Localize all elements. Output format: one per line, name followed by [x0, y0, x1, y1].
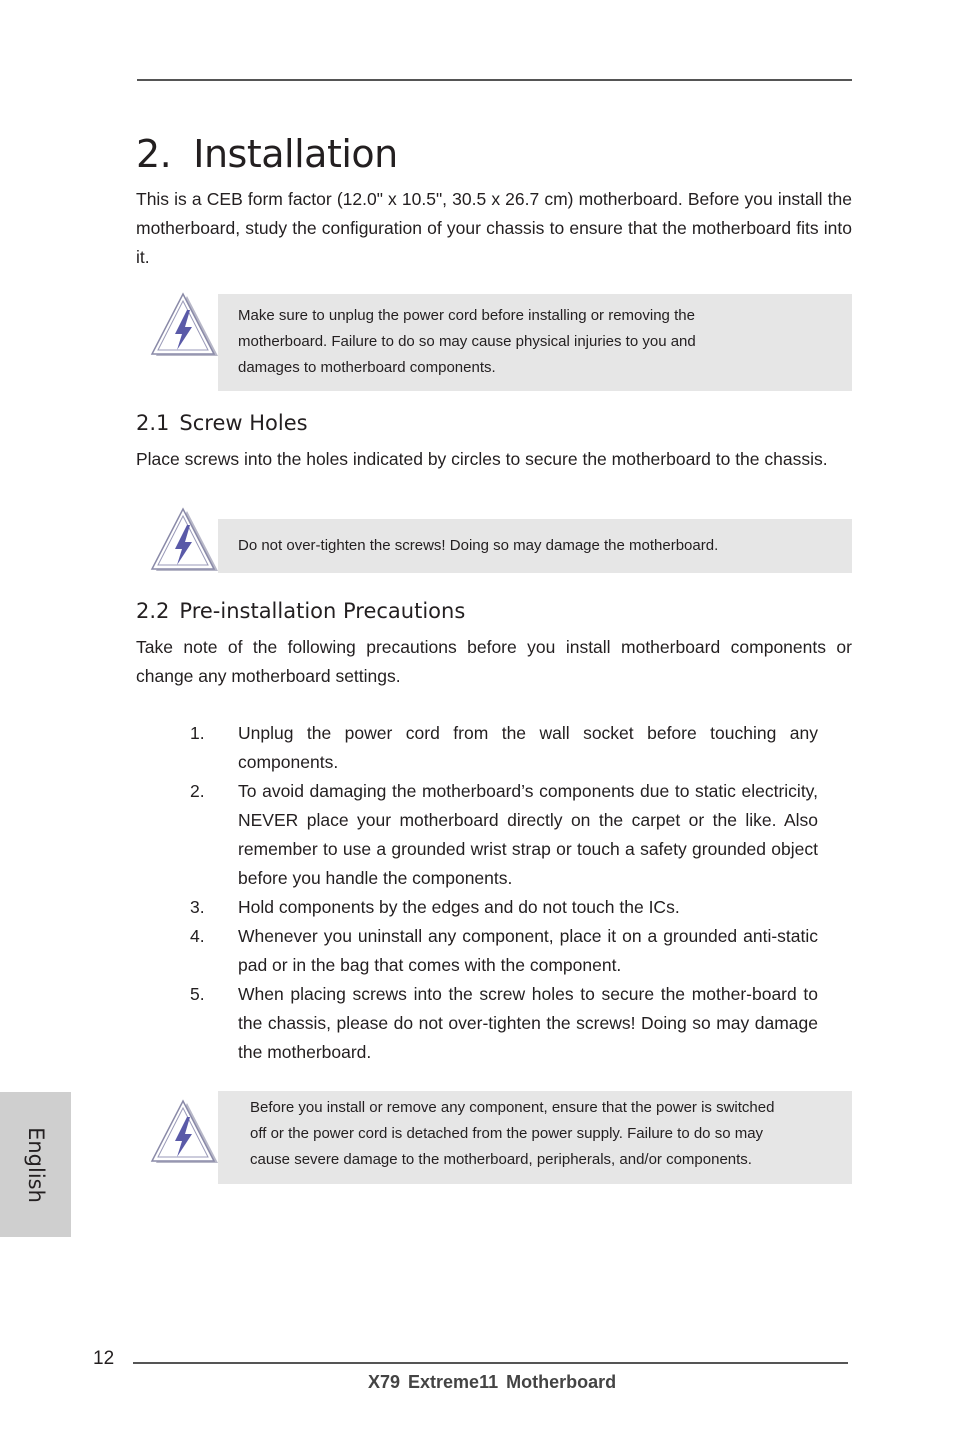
section-number: 2.2	[136, 599, 170, 623]
section-title: Screw Holes	[179, 411, 308, 435]
list-item	[190, 777, 818, 893]
header-rule	[137, 79, 852, 81]
list-item	[190, 922, 818, 980]
list-item-number: 5.	[190, 984, 205, 1004]
list-item-text: Hold components by the edges and do not touch the ICs.	[238, 897, 680, 917]
list-item-text: To avoid damaging the motherboard’s components due to static electricity, NEVER place your motherboard directly on the carpet or the like. Also remember to use a grounded wrist strap or touch a safety grounded object before you handle the components.	[238, 781, 818, 888]
footer-product-title: X79 Extreme11 Motherboard	[368, 1372, 617, 1392]
note-line: damages to motherboard components.	[238, 359, 496, 376]
note-line: Do not over-tighten the screws! Doing so may damage the motherboard.	[238, 537, 719, 554]
list-item-number: 2.	[190, 781, 205, 801]
warning-note-power	[218, 1091, 852, 1184]
page-title-text: Installation	[193, 132, 398, 176]
list-item-text: Whenever you uninstall any component, place it on a grounded anti-static pad or in the bag that comes with the component.	[238, 926, 818, 975]
list-item-text: When placing screws into the screw holes to secure the mother-board to the chassis, please do not over-tighten the screws! Doing so may damage the motherboard.	[238, 984, 818, 1062]
note-line: motherboard. Failure to do so may cause physical injuries to you and	[238, 333, 696, 350]
list-item	[190, 893, 818, 922]
warning-note-screws	[218, 519, 852, 573]
section-heading-screw-holes	[136, 411, 308, 435]
list-item-number: 3.	[190, 897, 205, 917]
language-tab-label: English	[23, 1126, 48, 1203]
note-line: Make sure to unplug the power cord before installing or removing the	[238, 307, 695, 324]
page-title	[136, 132, 398, 176]
warning-icon	[150, 507, 220, 573]
note-line: Before you install or remove any component, ensure that the power is switched	[250, 1099, 775, 1116]
footer-rule	[133, 1362, 848, 1364]
screw-holes-paragraph: Place screws into the holes indicated by circles to secure the motherboard to the chassis.	[136, 449, 828, 469]
list-item	[190, 719, 818, 777]
note-line: off or the power cord is detached from the power supply. Failure to do so may	[250, 1125, 764, 1142]
list-item-number: 4.	[190, 926, 205, 946]
list-item-number: 1.	[190, 723, 205, 743]
precautions-paragraph: Take note of the following precautions before you install motherboard components or change any motherboard settings.	[136, 637, 852, 686]
warning-icon	[150, 292, 220, 358]
page-number: 12	[93, 1348, 115, 1369]
warning-icon	[150, 1099, 220, 1165]
warning-note-unplug	[218, 294, 852, 391]
page-title-number: 2.	[136, 132, 172, 176]
list-item-text: Unplug the power cord from the wall socket before touching any components.	[238, 723, 818, 772]
section-number: 2.1	[136, 411, 170, 435]
section-heading-precautions	[136, 599, 465, 623]
precautions-list	[190, 719, 818, 1067]
note-line: cause severe damage to the motherboard, peripherals, and/or components.	[250, 1151, 752, 1168]
intro-paragraph: This is a CEB form factor (12.0" x 10.5", 30.5 x 26.7 cm) motherboard. Before you install the motherboard, study the configuration of your chassis to ensure that the motherboard fits into it.	[136, 189, 852, 267]
language-tab	[0, 1092, 71, 1237]
section-title: Pre-installation Precautions	[179, 599, 466, 623]
list-item	[190, 980, 818, 1067]
